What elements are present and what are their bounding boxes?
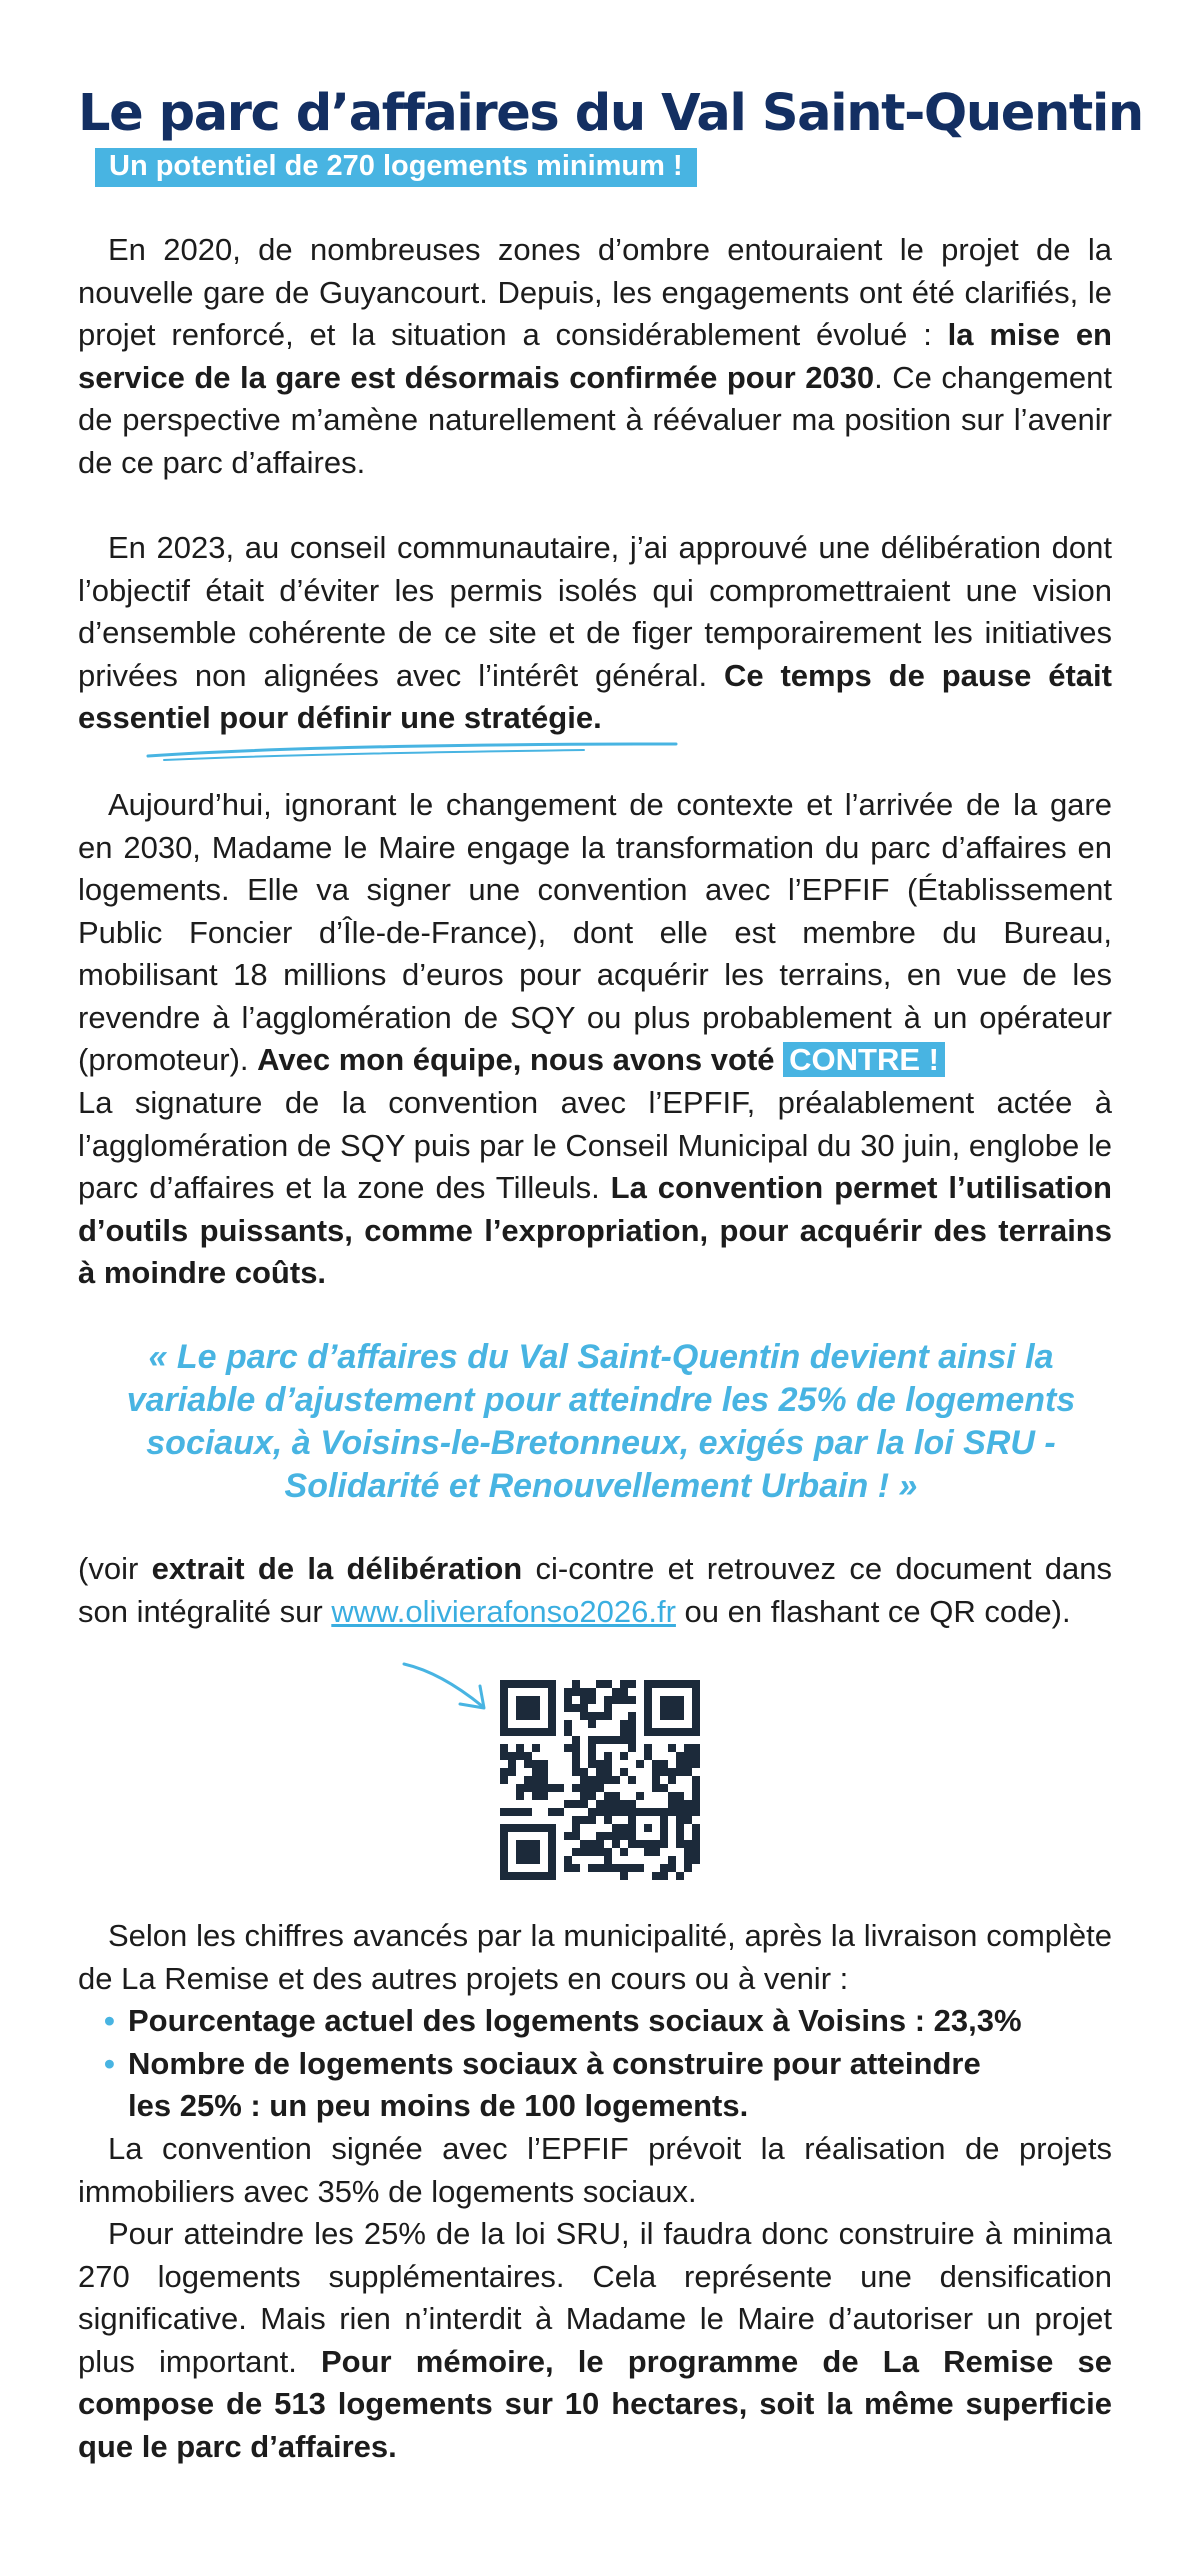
p4-bold: La convention permet l’utilisation d’outils puissants, comme l’expropriation, pour acquérir des terrains à moindre coûts. [78,1170,1112,1290]
paragraph-3 [78,784,1112,1082]
bullet-item-2 [104,2043,1112,2086]
website-link[interactable]: www.olivierafonso2026.fr [331,1593,676,1629]
p7-text: La convention signée avec l’EPFIF prévoit la réalisation de projets immobiliers avec 35% de logements sociaux. [78,2131,1112,2209]
bullet-dot-icon: • [104,2003,115,2038]
paragraph-4 [78,1082,1112,1295]
page-title: Le parc d’affaires du Val Saint-Quentin [78,84,1143,143]
p2-text-a: En 2023, au conseil communautaire, j’ai approuvé une délibération dont l’objectif était d’éviter les permis isolés qui compromettraient une vision d’ensemble cohérente de ce site et de figer temporairement les initiatives privées non alignées avec l’intérêt général. [78,530,1112,693]
paragraph-6 [78,1915,1112,2000]
bullet-2-line-1: Nombre de logements sociaux à construire pour atteindre [128,2045,981,2081]
paragraph-2 [78,527,1112,740]
p3-bold: Avec mon équipe, nous avons voté [257,1042,775,1077]
bullet-1-text: Pourcentage actuel des logements sociaux à Voisins : 23,3% [128,2003,1022,2038]
bullet-item-1 [104,2000,1112,2043]
p1-text-b: . Ce changement de perspective m’amène naturellement à réévaluer ma position sur l’avenir de ce parc d’affaires. [78,359,1112,480]
pull-quote: « Le parc d’affaires du Val Saint-Quentin devient ainsi la variable d’ajustement pour atteindre les 25% de logements sociaux, à Voisins-le-Bretonneux, exigés par la loi SRU - Solidarité et Renouvellement Urbain ! » [126,1338,1076,1505]
p3-text-a: Aujourd’hui, ignorant le changement de contexte et l’arrivée de la gare en 2030, Madame le Maire engage la transformation du parc d’affaires en logements. Elle va signer une convention avec l’EPFIF (Établissement Public Foncier d’Île-de-France), dont elle est membre du Bureau, mobilisant 18 millions d’euros pour acquérir les terrains, en vue de les revendre à l’agglomération de SQY ou plus probablement à un opérateur (promoteur). [78,787,1112,1077]
p5-text-b: ci-contre et retrouvez ce document dans son intégralité sur [78,1551,1113,1629]
bullet-list [78,2000,1112,2128]
p2-bold: Ce temps de pause était essentiel pour définir une stratégie. [78,657,1112,735]
p4-text-a: La signature de la convention avec l’EPFIF, préalablement actée à l’agglomération de SQY puis par le Conseil Municipal du 30 juin, englobe le parc d’affaires et la zone des Tilleuls. [78,1085,1112,1205]
p8-text-a: Pour atteindre les 25% de la loi SRU, il faudra donc construire à minima 270 logements supplémentaires. Cela représente une densification significative. Mais rien n’interdit à Madame le Maire d’autoriser un projet plus important. [78,2216,1112,2379]
bullet-2-line-2: les 25% : un peu moins de 100 logements. [128,2088,749,2123]
p6-text: Selon les chiffres avancés par la municipalité, après la livraison complète de La Remise et des autres projets en cours ou à venir : [78,1918,1112,1996]
p5-text-a: (voir [78,1551,152,1586]
p5-text-c: ou en flashant ce QR code). [675,1593,1071,1629]
p1-text-a: En 2020, de nombreuses zones d’ombre entouraient le projet de la nouvelle gare de Guyancourt. Depuis, les engagements ont été clarifiés, le projet renforcé, et la situation a considérablement évolué : [78,232,1112,352]
underline-stroke-icon [144,740,684,766]
paragraph-8 [78,2213,1112,2468]
curved-arrow-icon [400,1660,496,1716]
subtitle-banner: Un potentiel de 270 logements minimum ! [95,148,697,187]
paragraph-1 [78,229,1112,484]
qr-code[interactable] [500,1680,700,1880]
p1-bold: la mise en service de la gare est désormais confirmée pour 2030 [78,317,1112,395]
p5-bold: extrait de la délibération [151,1551,523,1586]
p8-bold: Pour mémoire, le programme de La Remise se compose de 513 logements sur 10 hectares, soit la même superficie que le parc d’affaires. [78,2343,1112,2464]
paragraph-7 [78,2128,1112,2213]
paragraph-5 [78,1548,1112,1633]
contre-highlight: CONTRE ! [783,1042,945,1077]
bullet-dot-icon: • [104,2045,115,2081]
bullet-item-2-cont [104,2085,1112,2128]
